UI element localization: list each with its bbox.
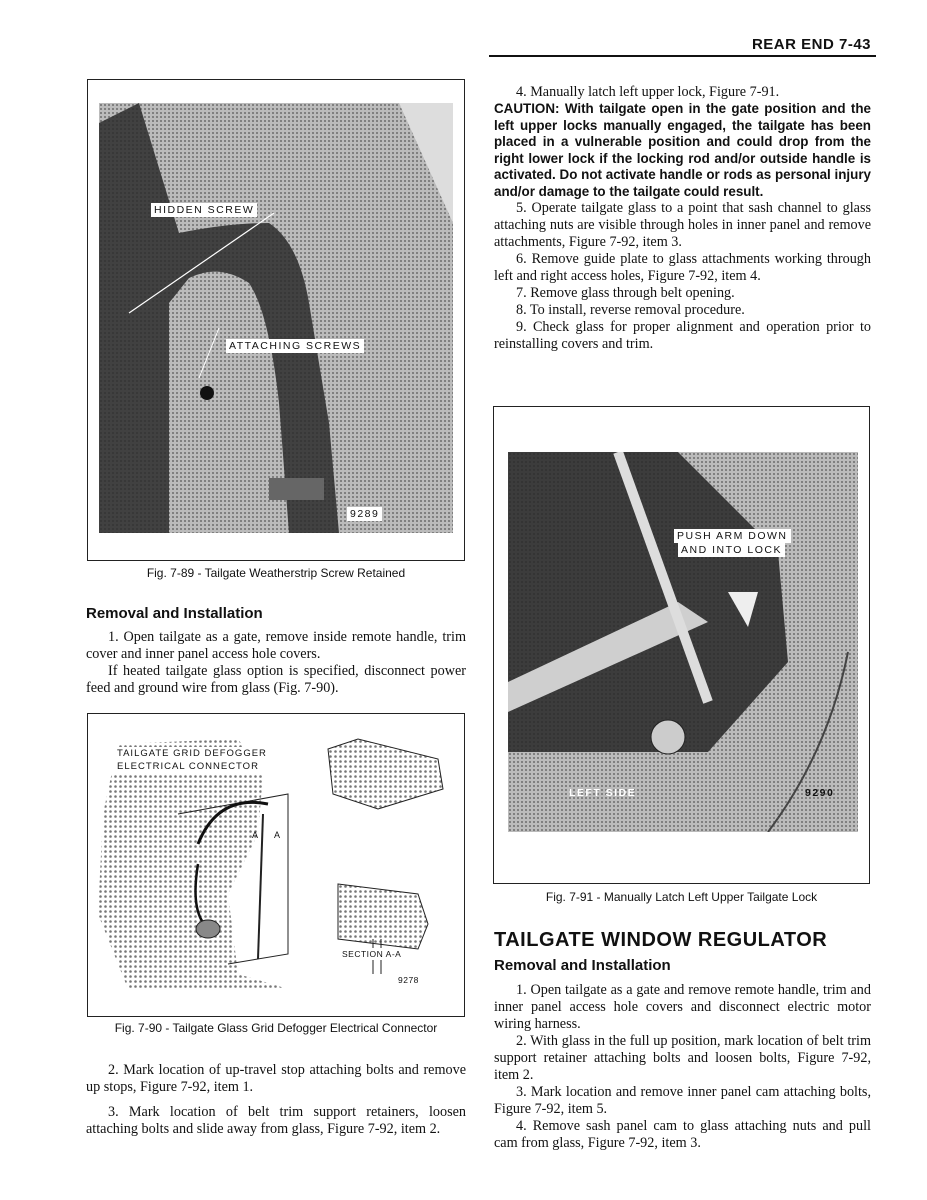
figure-7-89 <box>87 79 465 561</box>
regulator-section-title: TAILGATE WINDOW REGULATOR <box>494 929 828 951</box>
figure-7-90 <box>87 713 465 1017</box>
regulator-steps <box>494 982 871 1152</box>
regulator-step-2: 2. With glass in the full up position, mark location of belt trim support retainer attaching bolts and loosen bolts, Figure 7-92, item 2. <box>494 1033 871 1083</box>
figure-7-90-caption: Fig. 7-90 - Tailgate Glass Grid Defogger Electrical Connector <box>114 1021 438 1035</box>
section-a-right-marker: A <box>274 830 282 840</box>
left-heated-glass-note: If heated tailgate glass option is specified, disconnect power feed and ground wire from glass (Fig. 7-90). <box>86 663 466 696</box>
connector-label-line1: TAILGATE GRID DEFOGGER <box>114 747 270 760</box>
hidden-screw-label: HIDDEN SCREW <box>151 203 257 217</box>
section-a-a-label: SECTION A-A <box>339 948 404 960</box>
latch-lock-photo <box>508 452 858 832</box>
right-step-9: 9. Check glass for proper alignment and operation prior to reinstalling covers and trim. <box>494 319 871 352</box>
caution-note: CAUTION: With tailgate open in the gate position and the left upper locks manually engaged, the tailgate has been placed in a vulnerable position and could drop from the right lower lock if the locking rod and/or outside handle is activated. Do not activate handle or rods as personal injury and/or damage to the tailgate could result. <box>494 101 871 199</box>
right-step-4: 4. Manually latch left upper lock, Figure 7-91. <box>516 84 780 100</box>
figure-7-89-caption: Fig. 7-89 - Tailgate Weatherstrip Screw Retained <box>146 566 406 580</box>
left-step-1: 1. Open tailgate as a gate, remove inside remote handle, trim cover and inner panel access hole covers. <box>86 629 466 662</box>
regulator-step-1: 1. Open tailgate as a gate and remove remote handle, trim and inner panel access hole covers and disconnect electric motor wiring harness. <box>494 982 871 1032</box>
attaching-screws-label: ATTACHING SCREWS <box>226 339 364 353</box>
weatherstrip-illustration <box>99 103 453 533</box>
figure-number: 9290 <box>805 787 835 799</box>
push-arm-label-line1: PUSH ARM DOWN <box>674 529 791 543</box>
right-top-text <box>494 84 871 353</box>
right-step-6: 6. Remove guide plate to glass attachments working through left and right access holes, Figure 7-92, item 4. <box>494 251 871 284</box>
connector-label-line2: ELECTRICAL CONNECTOR <box>114 760 262 773</box>
right-step-5: 5. Operate tailgate glass to a point that sash channel to glass attaching nuts are visible through holes in inner panel and remove attachments, Figure 7-92, item 3. <box>494 200 871 250</box>
left-step-3: 3. Mark location of belt trim support retainers, loosen attaching bolts and slide away from glass, Figure 7-92, item 2. <box>86 1104 466 1137</box>
figure-number: 9278 <box>395 974 422 986</box>
figure-7-91 <box>493 406 870 884</box>
left-step-2: 2. Mark location of up-travel stop attaching bolts and remove up stops, Figure 7-92, item 1. <box>86 1062 466 1095</box>
left-section-heading: Removal and Installation <box>86 605 263 622</box>
latch-lock-illustration <box>508 452 858 832</box>
left-intro-text <box>86 629 466 697</box>
regulator-subheading: Removal and Installation <box>494 957 671 974</box>
right-step-8: 8. To install, reverse removal procedure. <box>516 302 745 318</box>
figure-7-91-caption: Fig. 7-91 - Manually Latch Left Upper Tailgate Lock <box>545 890 818 904</box>
left-continued-steps <box>86 1062 466 1138</box>
figure-number: 9289 <box>347 507 382 521</box>
weatherstrip-photo <box>99 103 453 533</box>
left-side-label: LEFT SIDE <box>569 787 637 799</box>
push-arm-label-line2: AND INTO LOCK <box>678 543 785 557</box>
section-a-left-marker: A <box>252 830 260 840</box>
page-header-title: REAR END 7-43 <box>751 36 871 53</box>
header-rule <box>489 55 876 57</box>
regulator-step-3: 3. Mark location and remove inner panel cam attaching bolts, Figure 7-92, item 5. <box>494 1084 871 1117</box>
regulator-step-4: 4. Remove sash panel cam to glass attaching nuts and pull cam from glass, Figure 7-92, item 3. <box>494 1118 871 1151</box>
right-step-7: 7. Remove glass through belt opening. <box>516 285 735 301</box>
